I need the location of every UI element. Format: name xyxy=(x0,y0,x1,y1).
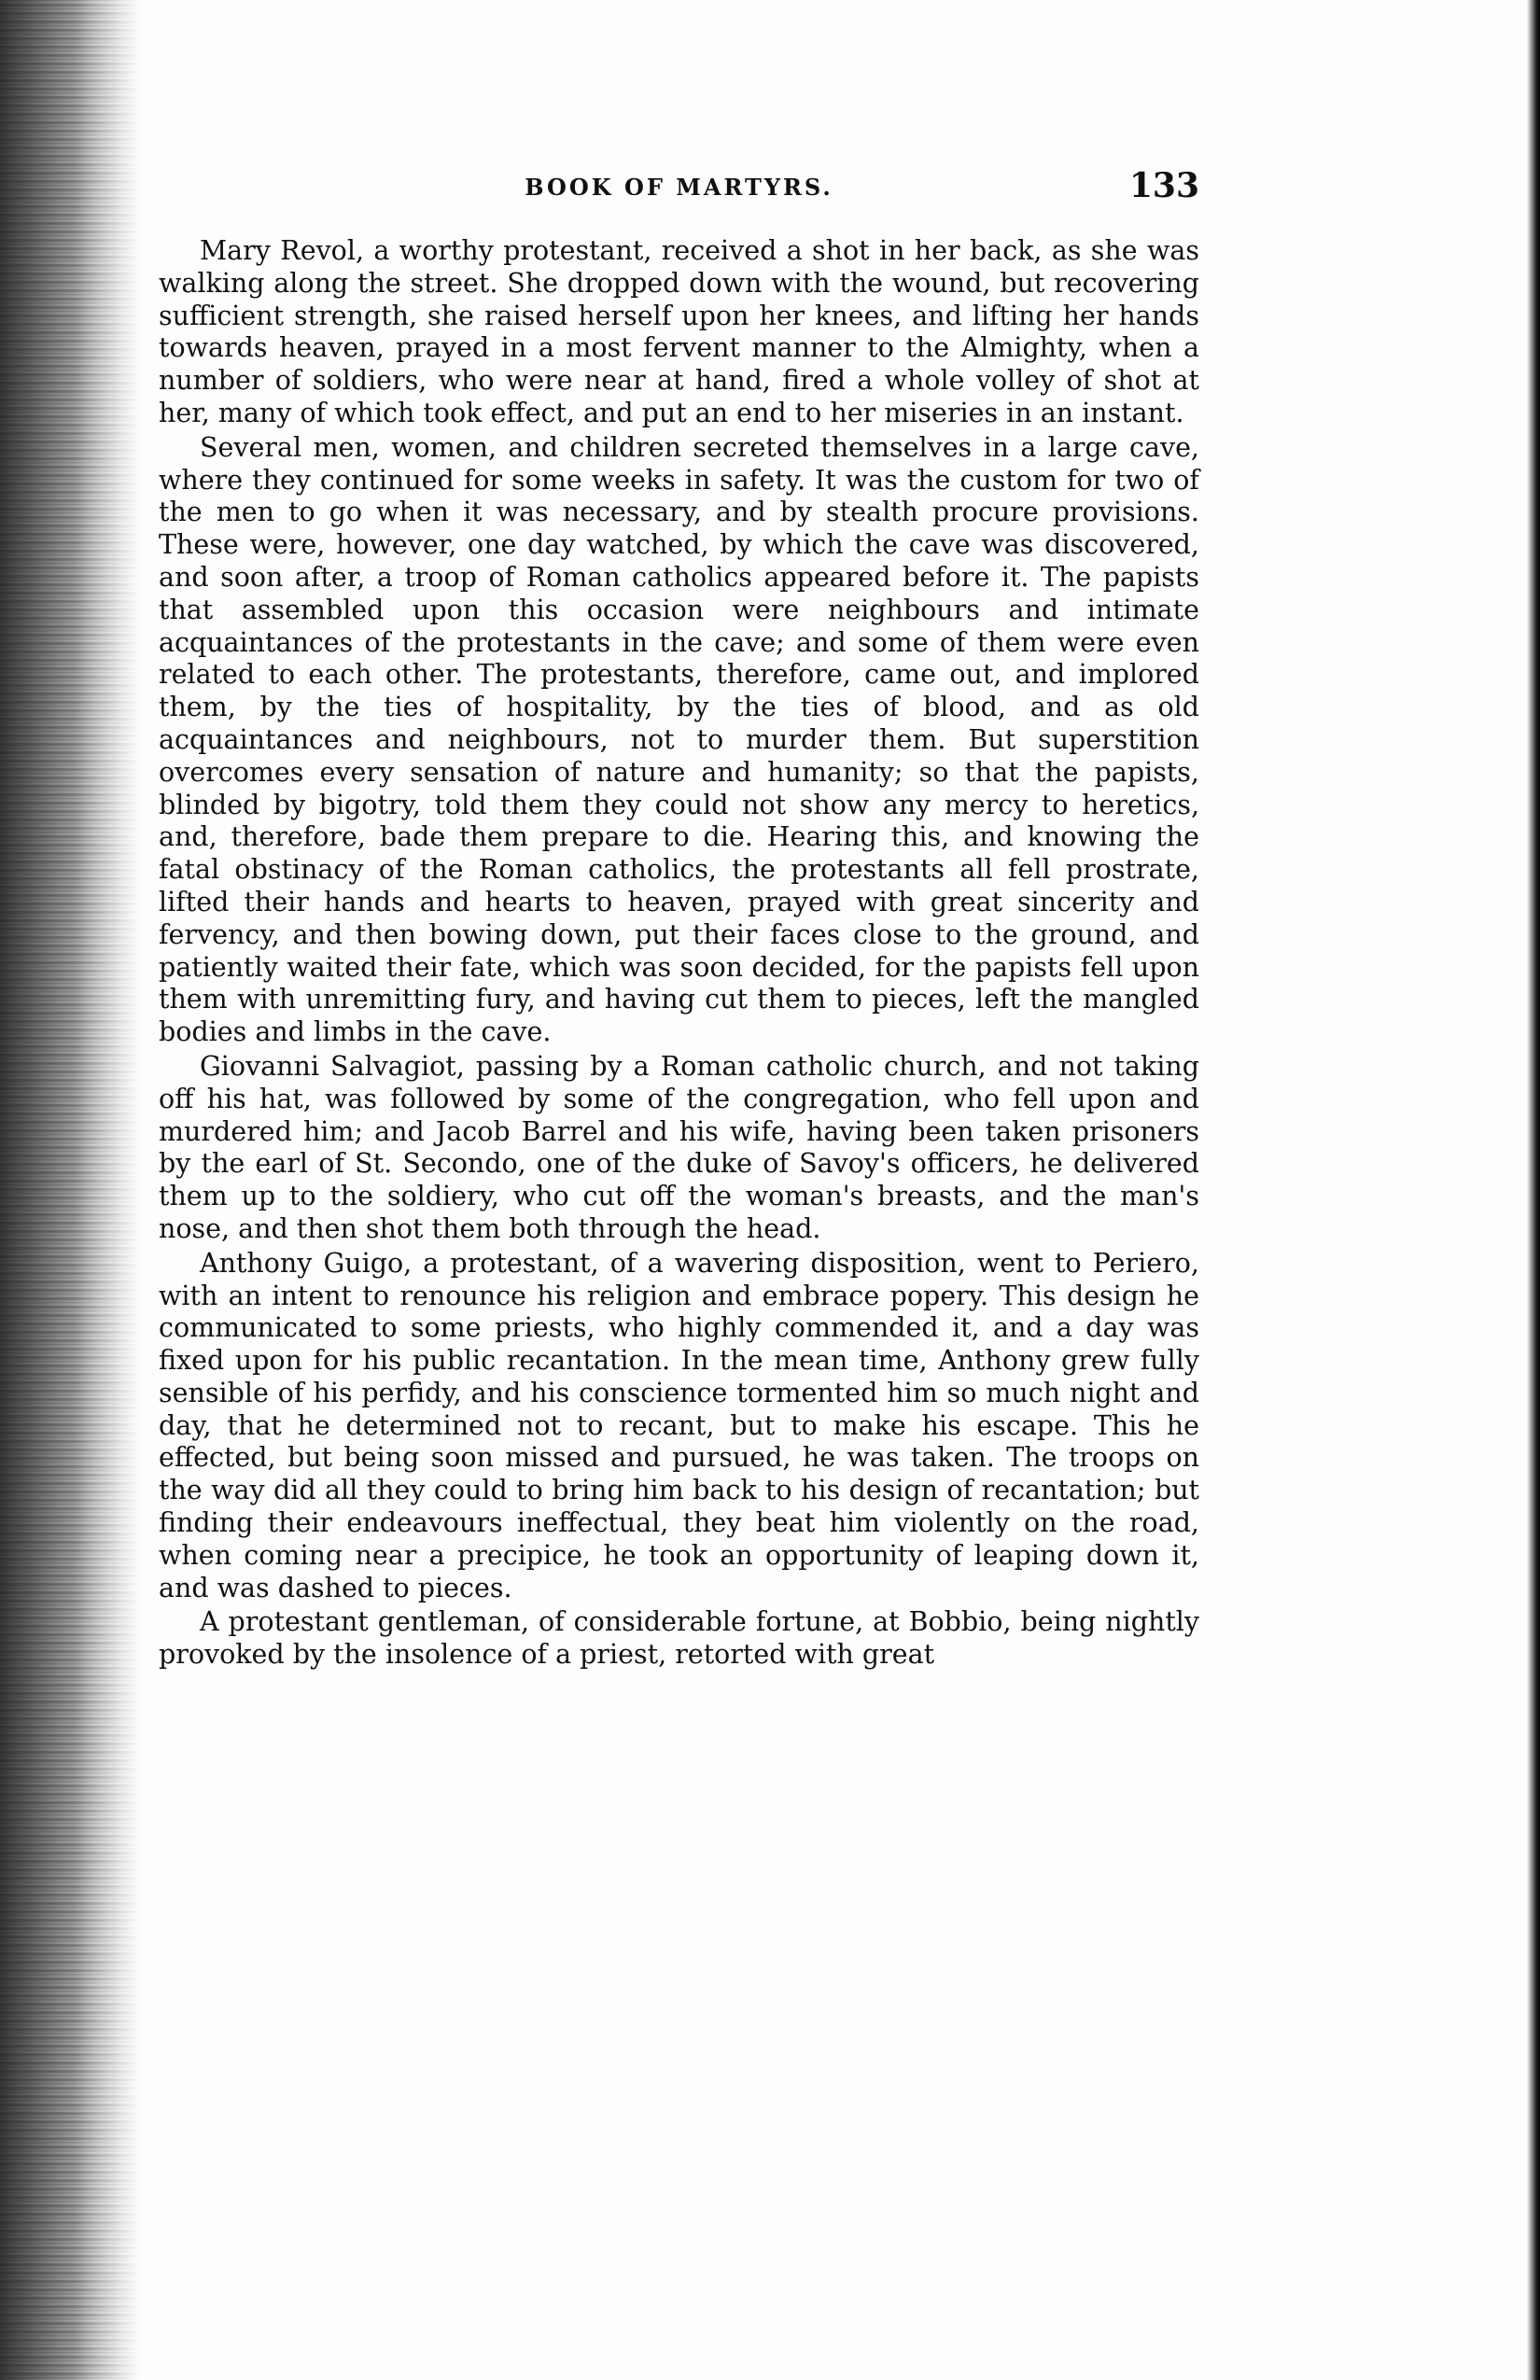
paragraph-mary-revol: Mary Revol, a worthy protestant, received a shot in her back, as she was walking along the street. She dropped down with the wound, but recovering sufficient strength, she raised herself upon her knees, and lifting her hands towards heaven, prayed in a most fervent manner to the Almighty, when a number of soldiers, who were near at hand, fired a whole volley of shot at her, many of which took effect, and put an end to her miseries in an instant. xyxy=(159,235,1199,428)
scan-right-edge xyxy=(1527,0,1540,2380)
paragraph-cave: Several men, women, and children secreted themselves in a large cave, where they continued for some weeks in safety. It was the custom for two of the men to go when it was necessary, and by stealth procure provisions. These were, however, one day watched, by which the cave was discovered, and soon after, a troop of Roman catholics appeared before it. The papists that assembled upon this occasion were neighbours and intimate acquaintances of the protestants in the cave; and some of them were even related to each other. The protestants, therefore, came out, and implored them, by the ties of hospitality, by the ties of blood, and as old acquaintances and neighbours, not to murder them. But superstition overcomes every sensation of nature and humanity; so that the papists, blinded by bigotry, told them they could not show any mercy to heretics, and, therefore, bade them prepare to die. Hearing this, and knowing the fatal obstinacy of the Roman catholics, the protestants all fell prostrate, lifted their hands and hearts to heaven, prayed with great sincerity and fervency, and then bowing down, put their faces close to the ground, and patiently waited their fate, which was soon decided, for the papists fell upon them with unremitting fury, and having cut them to pieces, left the mangled bodies and limbs in the cave. xyxy=(159,431,1199,1048)
running-title: BOOK OF MARTYRS. xyxy=(525,174,833,201)
paragraph-bobbio-gentleman: A protestant gentleman, of considerable fortune, at Bobbio, being nightly provoked by the insolence of a priest, retorted with great xyxy=(159,1606,1199,1671)
page-number: 133 xyxy=(1128,166,1199,205)
paragraph-giovanni-salvagiot: Giovanni Salvagiot, passing by a Roman catholic church, and not taking off his hat, was followed by some of the congregation, who fell upon and murdered him; and Jacob Barrel and his wife, having been taken prisoners by the earl of St. Secondo, one of the duke of Savoy's officers, he delivered them up to the soldiery, who cut off the woman's breasts, and the man's nose, and then shot them both through the head. xyxy=(159,1050,1199,1244)
body-text xyxy=(159,235,1199,1672)
paragraph-anthony-guigo: Anthony Guigo, a protestant, of a wavering disposition, went to Periero, with an intent to renounce his religion and embrace popery. This design he communicated to some priests, who highly commended it, and a day was fixed upon for his public recantation. In the mean time, Anthony grew fully sensible of his perfidy, and his conscience tormented him so much night and day, that he determined not to recant, but to make his escape. This he effected, but being soon missed and pursued, he was taken. The troops on the way did all they could to bring him back to his design of recantation; but finding their endeavours ineffectual, they beat him violently on the road, when coming near a precipice, he took an opportunity of leaping down it, and was dashed to pieces. xyxy=(159,1247,1199,1603)
scan-gutter-fade xyxy=(0,0,140,2380)
page-header xyxy=(159,166,1199,222)
